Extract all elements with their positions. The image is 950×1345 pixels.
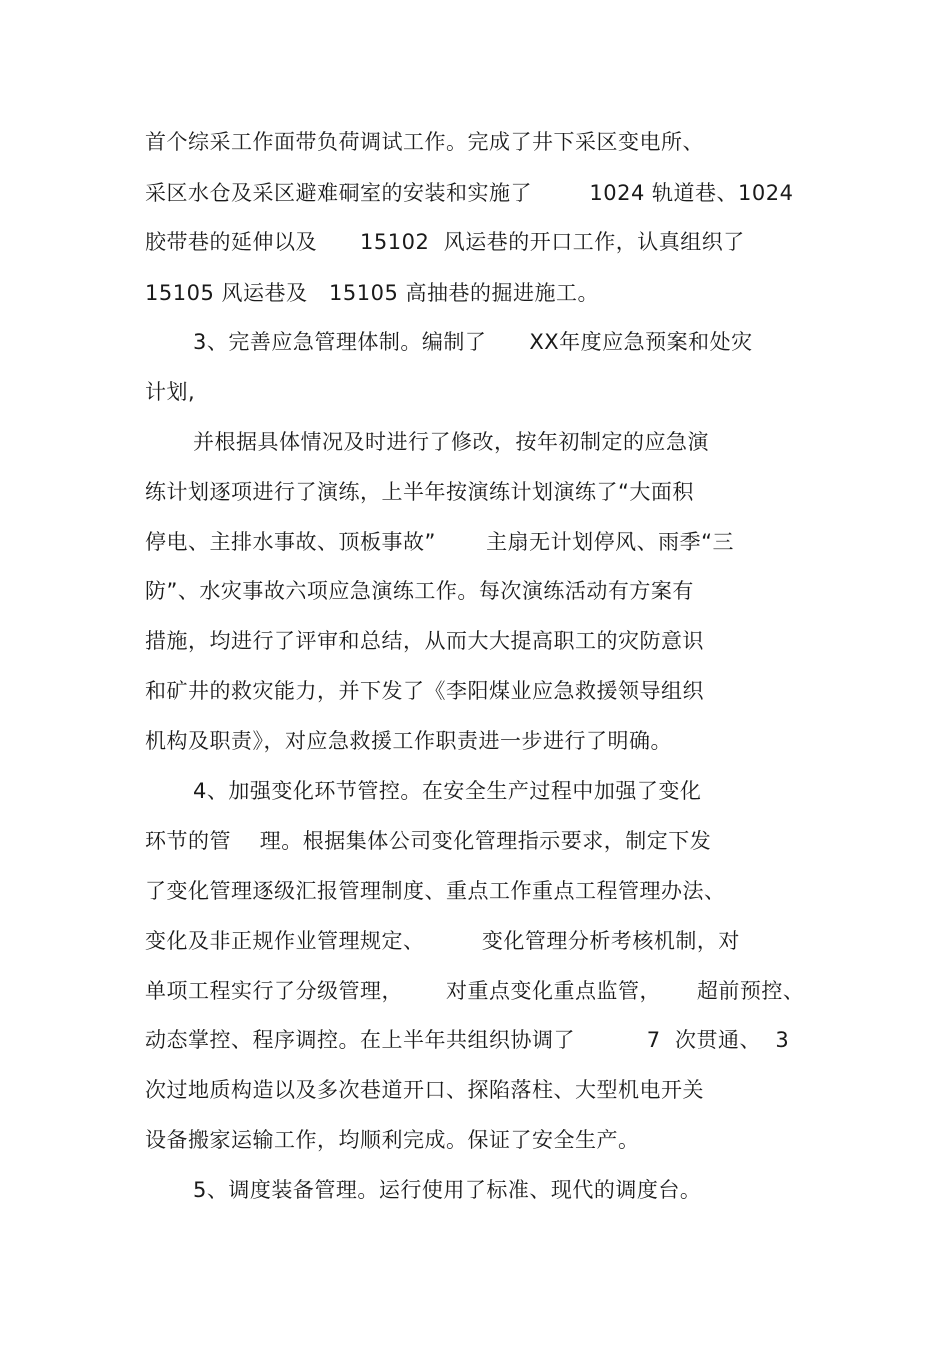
- paragraph-line: 练计划逐项进行了演练，上半年按演练计划演练了“大面积: [145, 480, 694, 504]
- paragraph-line: 防”、水灾事故六项应急演练工作。每次演练活动有方案有: [145, 579, 694, 603]
- paragraph-line: 动态掌控、程序调控。在上半年共组织协调了 7 次贯通、 3: [145, 1028, 790, 1052]
- paragraph-line: 并根据具体情况及时进行了修改，按年初制定的应急演: [193, 430, 709, 454]
- paragraph-line: 采区水仓及采区避难硐室的安装和实施了 1024 轨道巷、1024: [145, 181, 794, 205]
- paragraph-line: 3、完善应急管理体制。编制了 XX年度应急预案和处灾: [193, 330, 753, 354]
- paragraph-line: 计划,: [145, 380, 196, 404]
- paragraph-line: 5、调度装备管理。运行使用了标准、现代的调度台。: [193, 1178, 702, 1202]
- paragraph-line: 胶带巷的延伸以及 15102 风运巷的开口工作，认真组织了: [145, 230, 745, 254]
- paragraph-line: 首个综采工作面带负荷调试工作。完成了井下采区变电所、: [145, 130, 704, 154]
- paragraph-line: 4、加强变化环节管控。在安全生产过程中加强了变化: [193, 779, 702, 803]
- paragraph-line: 措施，均进行了评审和总结，从而大大提高职工的灾防意识: [145, 629, 704, 653]
- paragraph-line: 变化及非正规作业管理规定、 变化管理分析考核机制，对: [145, 929, 740, 953]
- paragraph-line: 机构及职责》，对应急救援工作职责进一步进行了明确。: [145, 729, 672, 753]
- paragraph-line: 设备搬家运输工作，均顺利完成。保证了安全生产。: [145, 1128, 640, 1152]
- paragraph-line: 15105 风运巷及 15105 高抽巷的掘进施工。: [145, 281, 599, 305]
- paragraph-line: 了变化管理逐级汇报管理制度、重点工作重点工程管理办法、: [145, 879, 726, 903]
- paragraph-line: 单项工程实行了分级管理， 对重点变化重点监管， 超前预控、: [145, 979, 805, 1003]
- paragraph-line: 环节的管 理。根据集体公司变化管理指示要求，制定下发: [145, 829, 712, 853]
- paragraph-line: 和矿井的救灾能力，并下发了《李阳煤业应急救援领导组织: [145, 679, 704, 703]
- paragraph-line: 次过地质构造以及多次巷道开口、探陷落柱、大型机电开关: [145, 1078, 704, 1102]
- paragraph-line: 停电、主排水事故、顶板事故” 主扇无计划停风、雨季“三: [145, 530, 734, 554]
